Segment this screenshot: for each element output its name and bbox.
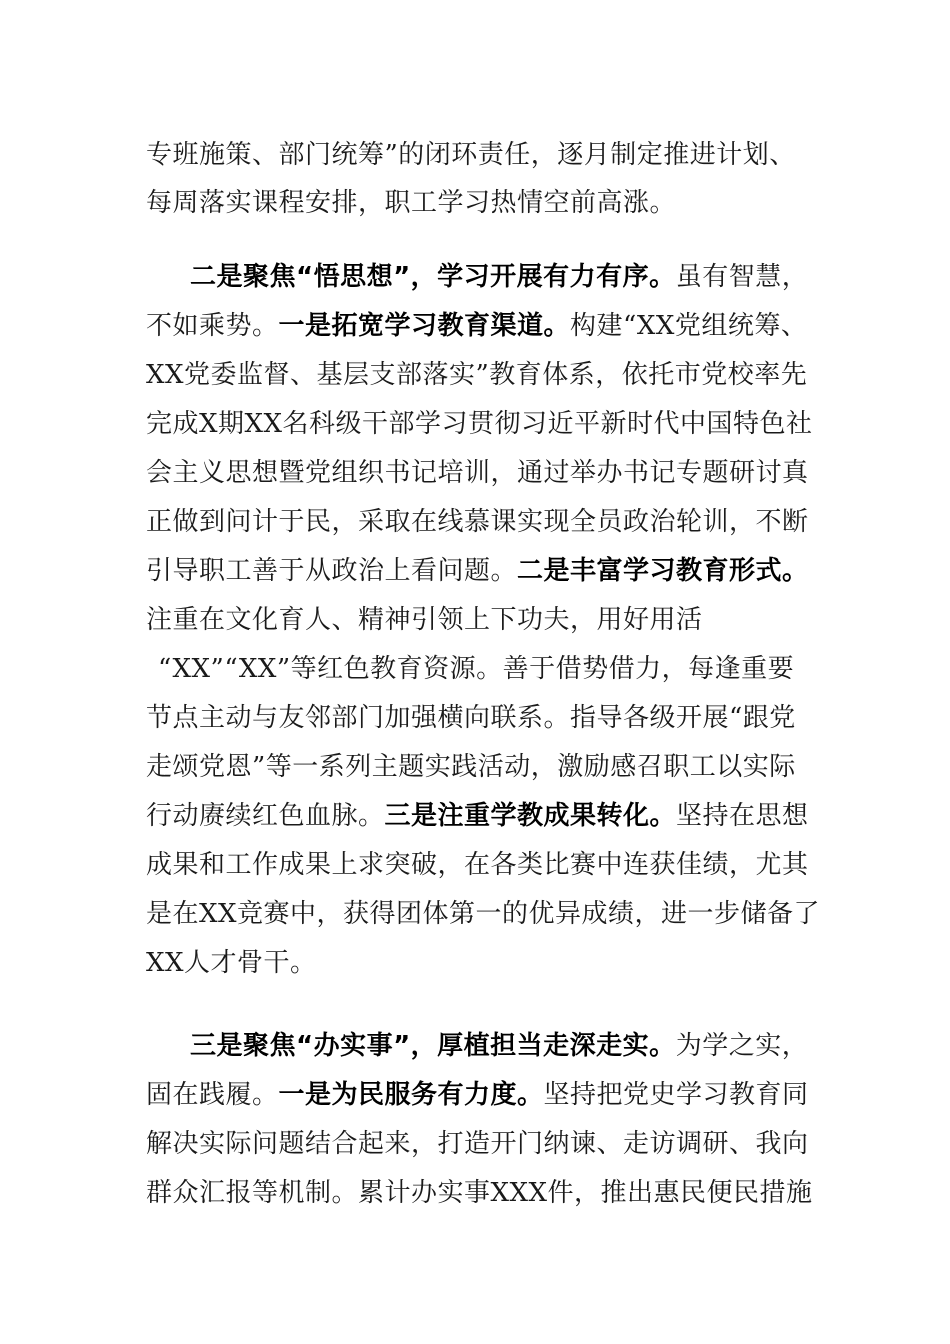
text-segment: XX人才骨干。	[146, 948, 317, 978]
text-line-21	[146, 1173, 813, 1213]
text-segment: 构建“XX党组统筹、	[570, 311, 808, 341]
text-line-13	[146, 747, 796, 787]
text-segment: 是在XX竞赛中，获得团体第一的优异成绩，进一步储备了	[146, 899, 821, 929]
text-line-1	[146, 135, 796, 175]
text-line-19	[146, 1075, 809, 1115]
text-line-12	[146, 698, 796, 738]
text-line-14	[146, 796, 809, 836]
text-line-18	[190, 1026, 808, 1066]
text-line-4	[146, 306, 807, 346]
text-segment: 成果和工作成果上求突破，在各类比赛中连获佳绩，尤其	[146, 850, 809, 880]
bold-subheading: 一是为民服务有力度。	[278, 1080, 544, 1110]
text-line-3	[190, 257, 808, 297]
text-segment: 会主义思想暨党组织书记培训，通过举办书记专题研讨真	[146, 458, 809, 488]
text-segment: 节点主动与友邻部门加强横向联系。指导各级开展“跟党	[146, 703, 796, 733]
text-segment: 走颂党恩”等一系列主题实践活动，激励感召职工以实际	[146, 752, 796, 782]
text-line-10	[146, 600, 703, 640]
text-segment: “XX”“XX”等红色教育资源。善于借势借力，每逢重要	[158, 654, 795, 684]
text-segment: 每周落实课程安排，职工学习热情空前高涨。	[146, 188, 677, 218]
text-segment: 坚持在思想	[676, 801, 809, 831]
text-segment: 行动赓续红色血脉。	[146, 801, 385, 831]
text-line-17	[146, 943, 317, 983]
text-segment: 完成X期XX名科级干部学习贯彻习近平新时代中国特色社	[146, 409, 813, 439]
text-segment: 专班施策、部门统筹”的闭环责任，逐月制定推进计划、	[146, 140, 796, 170]
text-line-9	[146, 551, 809, 591]
text-segment: 不如乘势。	[146, 311, 279, 341]
text-segment: 正做到问计于民，采取在线慕课实现全员政治轮训，不断	[146, 507, 809, 537]
text-line-2	[146, 183, 676, 223]
text-segment: XX党委监督、基层支部落实”教育体系，依托市党校率先	[146, 360, 808, 390]
text-line-8	[146, 502, 809, 542]
text-line-6	[146, 404, 813, 444]
text-segment: 固在践履。	[146, 1080, 279, 1110]
text-segment: 为学之实，	[675, 1031, 809, 1061]
text-line-7	[146, 453, 809, 493]
text-line-11	[158, 649, 794, 689]
text-segment: 虽有智慧，	[675, 262, 809, 292]
text-segment: 坚持把党史学习教育同	[543, 1080, 809, 1110]
text-line-16	[146, 894, 820, 934]
bold-heading: 三是聚焦“办实事”，厚植担当走深走实。	[190, 1031, 676, 1061]
text-segment: 注重在文化育人、精神引领上下功夫，用好用活	[146, 605, 703, 635]
text-line-15	[146, 845, 809, 885]
text-line-5	[146, 355, 807, 395]
text-segment: 解决实际问题结合起来，打造开门纳谏、走访调研、我向	[146, 1129, 809, 1159]
text-segment: 群众汇报等机制。累计办实事XXX件，推出惠民便民措施	[146, 1178, 813, 1208]
bold-subheading: 三是注重学教成果转化。	[384, 801, 677, 831]
bold-subheading: 一是拓宽学习教育渠道。	[278, 311, 571, 341]
bold-subheading: 二是丰富学习教育形式。	[517, 556, 809, 586]
bold-heading: 二是聚焦“悟思想”，学习开展有力有序。	[190, 262, 676, 292]
text-segment: 引导职工善于从政治上看问题。	[146, 556, 518, 586]
text-line-20	[146, 1124, 809, 1164]
